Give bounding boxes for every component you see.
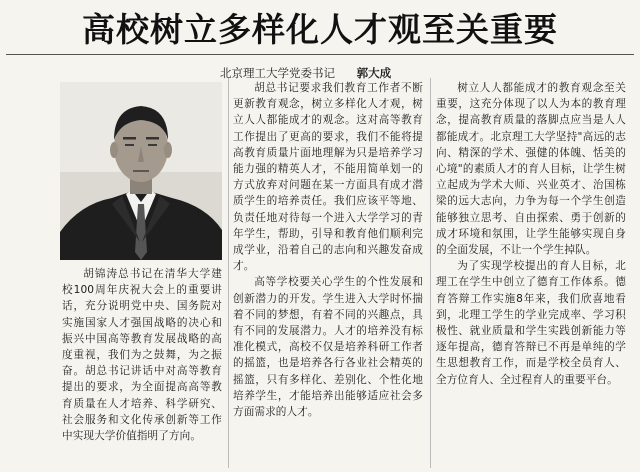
byline-org: 北京理工大学党委书记 — [220, 66, 335, 80]
paragraph: 胡锦涛总书记在清华大学建校100周年庆祝大会上的重要讲话，充分说明党中央、国务院对实施国家人才强国战略的决心和振兴中国高等教育发展战略的高度重视，我们为之鼓舞，为之振奋。胡总书记讲话中对高等教育提出的要求，为全面提高高等教育质量在人才培养、科学研究、社会服务和文化传承创新等工作中实现大学价值指明了方向。 — [62, 268, 222, 443]
headline: 高校树立多样化人才观至关重要 — [82, 10, 558, 49]
article-column-middle — [233, 80, 423, 420]
portrait-photo — [60, 82, 222, 260]
headline-rule — [6, 54, 634, 55]
column-divider — [228, 78, 229, 468]
paragraph: 树立人人都能成才的教育观念至关重要，这充分体现了以人为本的教育理念，提高教育质量的落脚点应当是人人都能成才。北京理工大学坚持"高远的志向、精深的学术、强健的体魄、恬美的心境"的素质人才的育人目标，让学生树立起成为学术大师、兴业英才、治国栋梁的远大志向，力争为每一个学生创造能够独立思考、自由探索、勇于创新的成才环境和氛围，让学生能够实现自身的全面发展，不让一个学生掉队。 — [436, 82, 626, 257]
column-divider — [430, 78, 431, 468]
article-column-right — [436, 80, 626, 388]
byline — [220, 65, 391, 81]
paragraph: 胡总书记要求我们教育工作者不断更新教育观念，树立多样化人才观，树立人人都能成才的观念。这对高等教育工作提出了更高的要求，我们不能将提高教育质量片面地理解为只是培养学习能力强的精英人才，不能用简单划一的方式放弃对问题在某一方面具有成才潜质学生的培养责任。我们应该平等地、负责任地对待每一个进入大学学习的青年学生，帮助，引导和教育他们顺利完成学业，沿着自己的志向和兴趣发奋成才。 — [233, 82, 423, 273]
paragraph: 为了实现学校提出的育人目标，北理工在学生中创立了德育工作体系。德育答辩工作实施8年来，我们欣喜地看到，北理工学生的学业完成率、学习积极性、就业质量和学生实践创新能力等逐年提高，德育答辩已不再是单纯的学生思想教育工作，而是学校全员育人、全方位育人、全过程育人的重要平台。 — [436, 260, 626, 386]
byline-author: 郭大成 — [356, 66, 392, 80]
article-column-left — [62, 266, 222, 444]
portrait-photo-svg — [60, 82, 222, 260]
paragraph: 高等学校要关心学生的个性发展和创新潜力的开发。学生进入大学时怀揣着不同的梦想，有着不同的兴趣点，具有不同的发展潜力。人才的培养没有标准化模式，高校不仅是培养科研工作者的摇篮，也是培养各行各业社会精英的摇篮，只有多样化、差别化、个性化地培养学生，才能培养出能够适应社会多方面需求的人才。 — [233, 276, 423, 419]
